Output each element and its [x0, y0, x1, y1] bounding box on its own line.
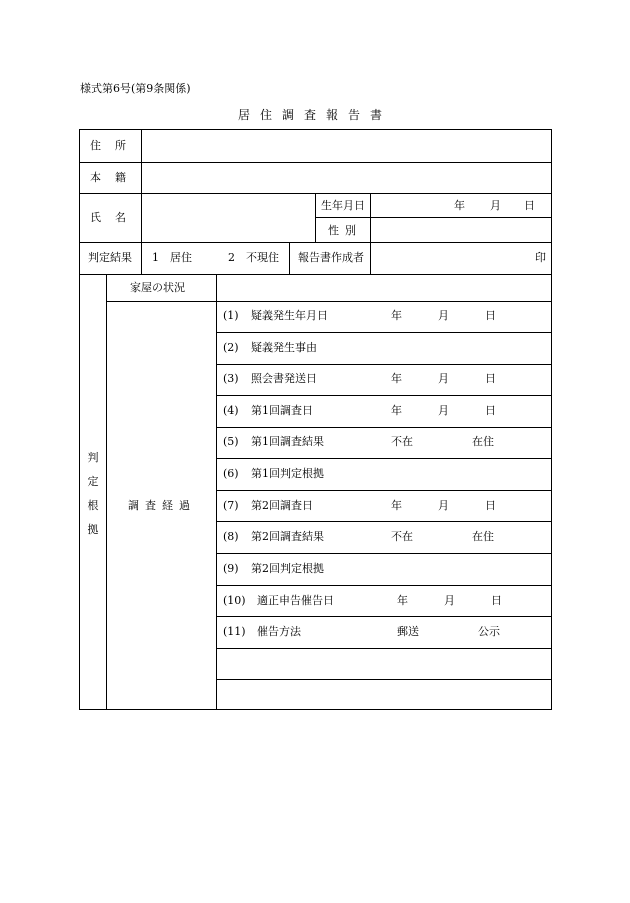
report-form — [79, 129, 552, 710]
row-divider — [216, 679, 552, 680]
house-status-label: 家屋の状況 — [130, 281, 185, 294]
item7-month: 月 — [438, 499, 449, 512]
survey-item-label: 適正申告催告日 — [257, 594, 334, 607]
survey-item-label: 催告方法 — [257, 625, 301, 638]
survey-item-label: 第2回調査結果 — [251, 530, 324, 543]
item4-day: 日 — [485, 404, 496, 417]
form-number: 様式第6号(第9条関係) — [80, 82, 191, 95]
survey-item-num: (5) — [223, 435, 239, 448]
item7-year: 年 — [391, 499, 402, 512]
row-divider — [216, 332, 552, 333]
result-option-not-reside: 2 不現住 — [228, 251, 279, 264]
row-divider — [216, 616, 552, 617]
item3-day: 日 — [485, 372, 496, 385]
item4-month: 月 — [438, 404, 449, 417]
judgment-result-label: 判定結果 — [88, 251, 132, 264]
reporter-label: 報告書作成者 — [298, 251, 364, 264]
item4-year: 年 — [391, 404, 402, 417]
birth-day: 日 — [524, 199, 535, 212]
column-divider — [141, 130, 142, 242]
item5-present: 在住 — [472, 435, 494, 448]
item10-month: 月 — [444, 594, 455, 607]
column-divider — [216, 274, 217, 710]
item3-year: 年 — [391, 372, 402, 385]
survey-item-label: 照会書発送日 — [251, 372, 317, 385]
survey-item-num: (6) — [223, 467, 239, 480]
birthdate-label: 生年月日 — [321, 199, 365, 212]
row-divider — [216, 521, 552, 522]
survey-item-num: (3) — [223, 372, 239, 385]
survey-process-label: 調査経過 — [128, 499, 196, 512]
item8-present: 在住 — [472, 530, 494, 543]
name-label: 氏名 — [90, 211, 140, 224]
row-divider — [80, 242, 552, 243]
item7-day: 日 — [485, 499, 496, 512]
survey-item-label: 疑義発生事由 — [251, 341, 317, 354]
survey-item-label: 疑義発生年月日 — [251, 309, 328, 322]
column-divider — [106, 274, 107, 710]
seal-mark: 印 — [535, 251, 546, 264]
survey-item-num: (1) — [223, 309, 239, 322]
survey-item-num: (11) — [223, 625, 246, 638]
item10-year: 年 — [397, 594, 408, 607]
item5-absent: 不在 — [391, 435, 413, 448]
row-divider — [315, 217, 552, 218]
row-divider — [216, 364, 552, 365]
column-divider — [141, 242, 142, 274]
survey-item-num: (2) — [223, 341, 239, 354]
row-divider — [216, 553, 552, 554]
survey-item-label: 第1回調査日 — [251, 404, 313, 417]
survey-item-num: (9) — [223, 562, 239, 575]
column-divider — [370, 193, 371, 274]
row-divider — [216, 648, 552, 649]
item1-year: 年 — [391, 309, 402, 322]
honseki-label: 本籍 — [90, 171, 140, 184]
survey-item-num: (4) — [223, 404, 239, 417]
row-divider — [216, 395, 552, 396]
document-title: 居住調査報告書 — [237, 108, 392, 122]
gender-label: 性別 — [328, 224, 362, 237]
row-divider — [216, 585, 552, 586]
row-divider — [80, 162, 552, 163]
survey-item-label: 第2回判定根拠 — [251, 562, 324, 575]
item11-mail: 郵送 — [397, 625, 419, 638]
row-divider — [216, 490, 552, 491]
item1-day: 日 — [485, 309, 496, 322]
row-divider — [216, 427, 552, 428]
item8-absent: 不在 — [391, 530, 413, 543]
row-divider — [80, 274, 552, 275]
column-divider — [315, 193, 316, 242]
survey-item-label: 第1回調査結果 — [251, 435, 324, 448]
survey-item-num: (10) — [223, 594, 246, 607]
row-divider — [106, 301, 552, 302]
result-option-reside: 1 居住 — [152, 251, 192, 264]
survey-item-label: 第2回調査日 — [251, 499, 313, 512]
survey-item-num: (7) — [223, 499, 239, 512]
birth-month: 月 — [490, 199, 501, 212]
address-label: 住所 — [90, 139, 140, 152]
survey-item-label: 第1回判定根拠 — [251, 467, 324, 480]
item10-day: 日 — [491, 594, 502, 607]
item11-public-notice: 公示 — [478, 625, 500, 638]
column-divider — [289, 242, 290, 274]
survey-item-num: (8) — [223, 530, 239, 543]
row-divider — [216, 458, 552, 459]
row-divider — [80, 193, 552, 194]
item3-month: 月 — [438, 372, 449, 385]
birth-year: 年 — [454, 199, 465, 212]
basis-label: 判 定 根 拠 — [87, 451, 99, 536]
item1-month: 月 — [438, 309, 449, 322]
